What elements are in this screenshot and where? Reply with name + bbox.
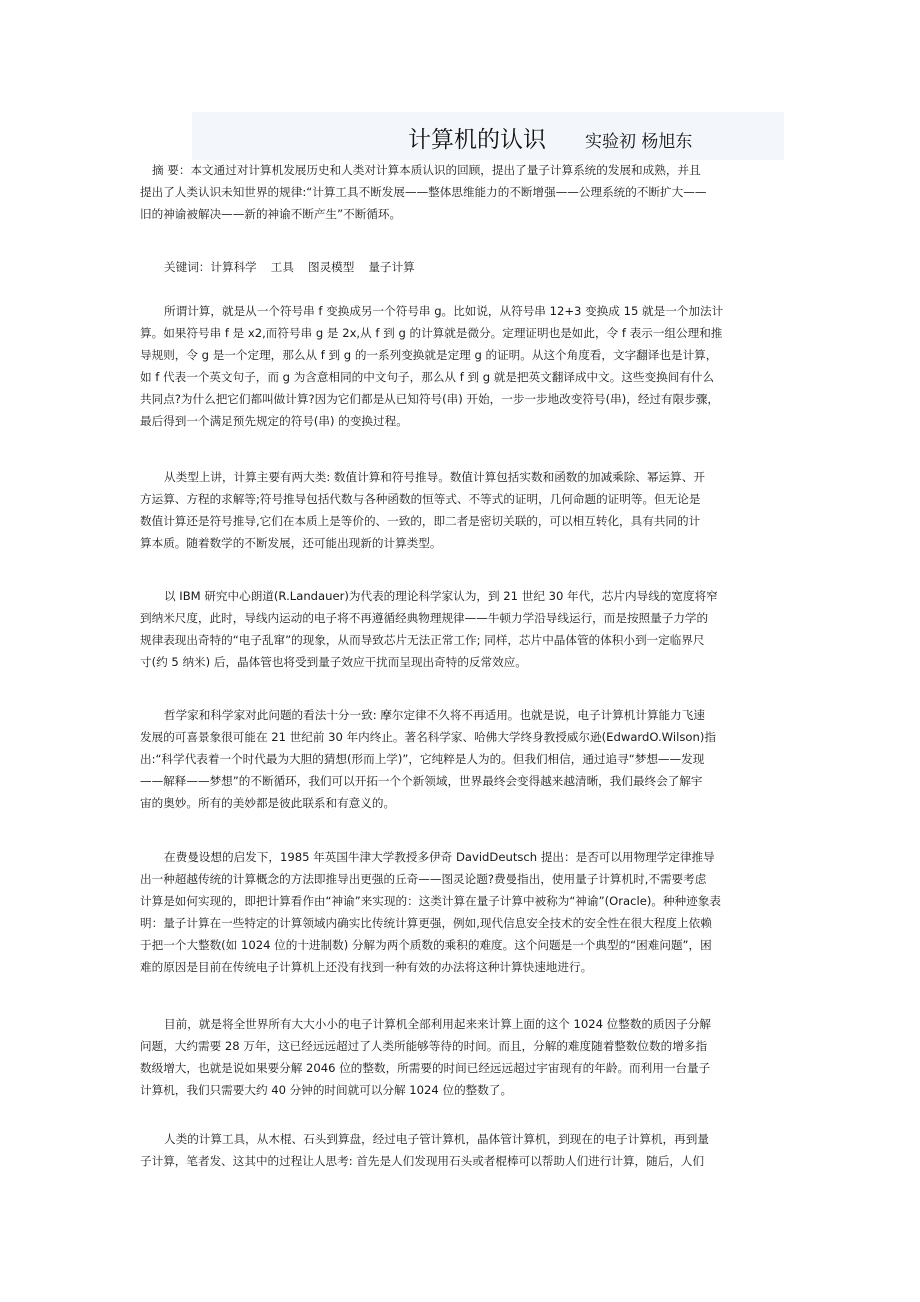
paragraph-line: 算。如果符号串 f 是 x2,而符号串 g 是 2x,从 f 到 g 的计算就是微分。定理证明也是如此，令 f 表示一组公理和推 — [140, 326, 723, 340]
paragraph-line: 所谓计算，就是从一个符号串 f 变换成另一个符号串 g。比如说，从符号串 12+3 变换成 15 就是一个加法计 — [164, 304, 724, 318]
paragraph-line: 导规则，令 g 是一个定理，那么从 f 到 g 的一系列变换就是定理 g 的证明。从这个角度看，文字翻译也是计算， — [140, 348, 718, 362]
paragraph — [140, 466, 790, 554]
paragraph-line: 人类的计算工具，从木棍、石头到算盘，经过电子管计算机，晶体管计算机，到现在的电子计算机，再到量 — [164, 1132, 709, 1146]
keyword-item: 图灵模型 — [307, 260, 355, 274]
abstract — [140, 159, 790, 225]
keywords-line — [140, 256, 790, 278]
abstract-line: 旧的神谕被解决——新的神谕不断产生”不断循环。 — [140, 207, 402, 221]
paragraph-line: 到纳米尺度，此时，导线内运动的电子将不再遵循经典物理规律——牛顿力学沿导线运行，而是按照量子力学的 — [140, 611, 709, 625]
paragraph-line: 哲学家和科学家对此问题的看法十分一致: 摩尔定律不久将不再适用。也就是说，电子计算机计算能力飞速 — [164, 708, 705, 722]
keyword-item: 量子计算 — [368, 260, 415, 274]
paragraph — [140, 300, 790, 432]
paragraph — [140, 704, 790, 814]
paragraph-line: 问题，大约需要 28 万年，这已经远远超过了人类所能够等待的时间。而且，分解的难度随着整数位数的增多指 — [140, 1039, 708, 1053]
paragraph — [140, 585, 790, 673]
abstract-line: 提出了人类认识未知世界的规律:“计算工具不断发展——整体思维能力的不断增强——公理系统的不断扩大—— — [140, 185, 707, 199]
paragraph-line: 计算机，我们只需要大约 40 分钟的时间就可以分解 1024 位的整数了。 — [140, 1083, 513, 1097]
paragraph-line: 共同点?为什么把它们都叫做计算?因为它们都是从已知符号(串) 开始，一步一步地改变符号(串)，经过有限步骤， — [140, 392, 719, 406]
paragraph — [140, 1013, 790, 1101]
paragraph-line: 子计算，笔者发、这其中的过程让人思考: 首先是人们发现用石头或者棍棒可以帮助人们进行计算，随后，人们 — [140, 1154, 705, 1168]
page-title: 计算机的认识 — [408, 127, 546, 153]
abstract-line: 摘 要：本文通过对计算机发展历史和人类对计算本质认识的回顾，提出了量子计算系统的发展和成熟，并且 — [152, 163, 701, 177]
paragraph-line: 方运算、方程的求解等;符号推导包括代数与各种函数的恒等式、不等式的证明，几何命题的证明等。但无论是 — [140, 492, 701, 506]
keywords-label: 关键词： — [164, 260, 211, 274]
paragraph-line: 发展的可喜景象很可能在 21 世纪前 30 年内终止。著名科学家、哈佛大学终身教授威尔逊(EdwardO.Wilson)指 — [140, 730, 716, 744]
paragraph-line: 以 IBM 研究中心朗道(R.Landauer)为代表的理论科学家认为，到 21 世纪 30 年代，芯片内导线的宽度将窄 — [164, 589, 718, 603]
paragraph-line: 在费曼设想的启发下，1985 年英国牛津大学教授多伊奇 DavidDeutsch 提出：是否可以用物理学定律推导 — [164, 850, 715, 864]
keyword-item: 工具 — [270, 260, 294, 274]
paragraph-line: 数级增大，也就是说如果要分解 2046 位的整数，所需要的时间已经远远超过宇宙现有的年龄。而利用一台量子 — [140, 1061, 711, 1075]
paragraph-line: 于把一个大整数(如 1024 位的十进制数) 分解为两个质数的乘积的难度。这个问题是一个典型的“困难问题”，困 — [140, 938, 712, 952]
paragraph-line: 规律表现出奇特的“电子乱窜”的现象，从而导致芯片无法正常工作; 同样，芯片中晶体管的体积小到一定临界尺 — [140, 633, 705, 647]
paragraph-line: 最后得到一个满足预先规定的符号(串) 的变换过程。 — [140, 414, 408, 428]
paragraph — [140, 1128, 790, 1172]
paragraph-line: 算本质。随着数学的不断发展，还可能出现新的计算类型。 — [140, 536, 442, 550]
author-line: 实验初 杨旭东 — [585, 132, 693, 152]
paragraph-line: 数值计算还是符号推导,它们在本质上是等价的、一致的，即二者是密切关联的，可以相互转化，具有共同的计 — [140, 514, 701, 528]
paragraph-line: 目前，就是将全世界所有大大小小的电子计算机全部利用起来来计算上面的这个 1024 位整数的质因子分解 — [164, 1017, 712, 1031]
paragraph-line: 宙的奥妙。所有的美妙都是彼此联系和有意义的。 — [140, 796, 396, 810]
paragraph-line: 寸(约 5 纳米) 后，晶体管也将受到量子效应干扰而呈现出奇特的反常效应。 — [140, 655, 527, 669]
paragraph-line: ——解释——梦想”的不断循环，我们可以开拓一个个新领域，世界最终会变得越来越清晰，我们最终会了解宇 — [140, 774, 703, 788]
paragraph-line: 如 f 代表一个英文句子，而 g 为含意相同的中文句子，那么从 f 到 g 就是把英文翻译成中文。这些变换间有什么 — [140, 370, 715, 384]
paragraph-line: 难的原因是目前在传统电子计算机上还没有找到一种有效的办法将这种计算快速地进行。 — [140, 960, 593, 974]
paragraph-line: 明：量子计算在一些特定的计算领域内确实比传统计算更强，例如,现代信息安全技术的安全性在很大程度上依赖 — [140, 916, 712, 930]
keywords — [140, 256, 790, 278]
keyword-item: 计算科学 — [210, 260, 257, 274]
paragraph-line: 从类型上讲，计算主要有两大类: 数值计算和符号推导。数值计算包括实数和函数的加减乘除、幂运算、开 — [164, 470, 705, 484]
paragraph-line: 计算是如何实现的，即把计算看作由“神谕”来实现的：这类计算在量子计算中被称为“神谕”(Oracle)。种种迹象表 — [140, 894, 721, 908]
paragraph-line: 出一种超越传统的计算概念的方法即推导出更强的丘奇——图灵论题?费曼指出，使用量子计算机时,不需要考虑 — [140, 872, 707, 886]
paragraph — [140, 846, 790, 978]
paragraph-line: 出:“科学代表着一个时代最为大胆的猜想(形而上学)”，它纯粹是人为的。但我们相信，通过追寻“梦想——发现 — [140, 752, 705, 766]
